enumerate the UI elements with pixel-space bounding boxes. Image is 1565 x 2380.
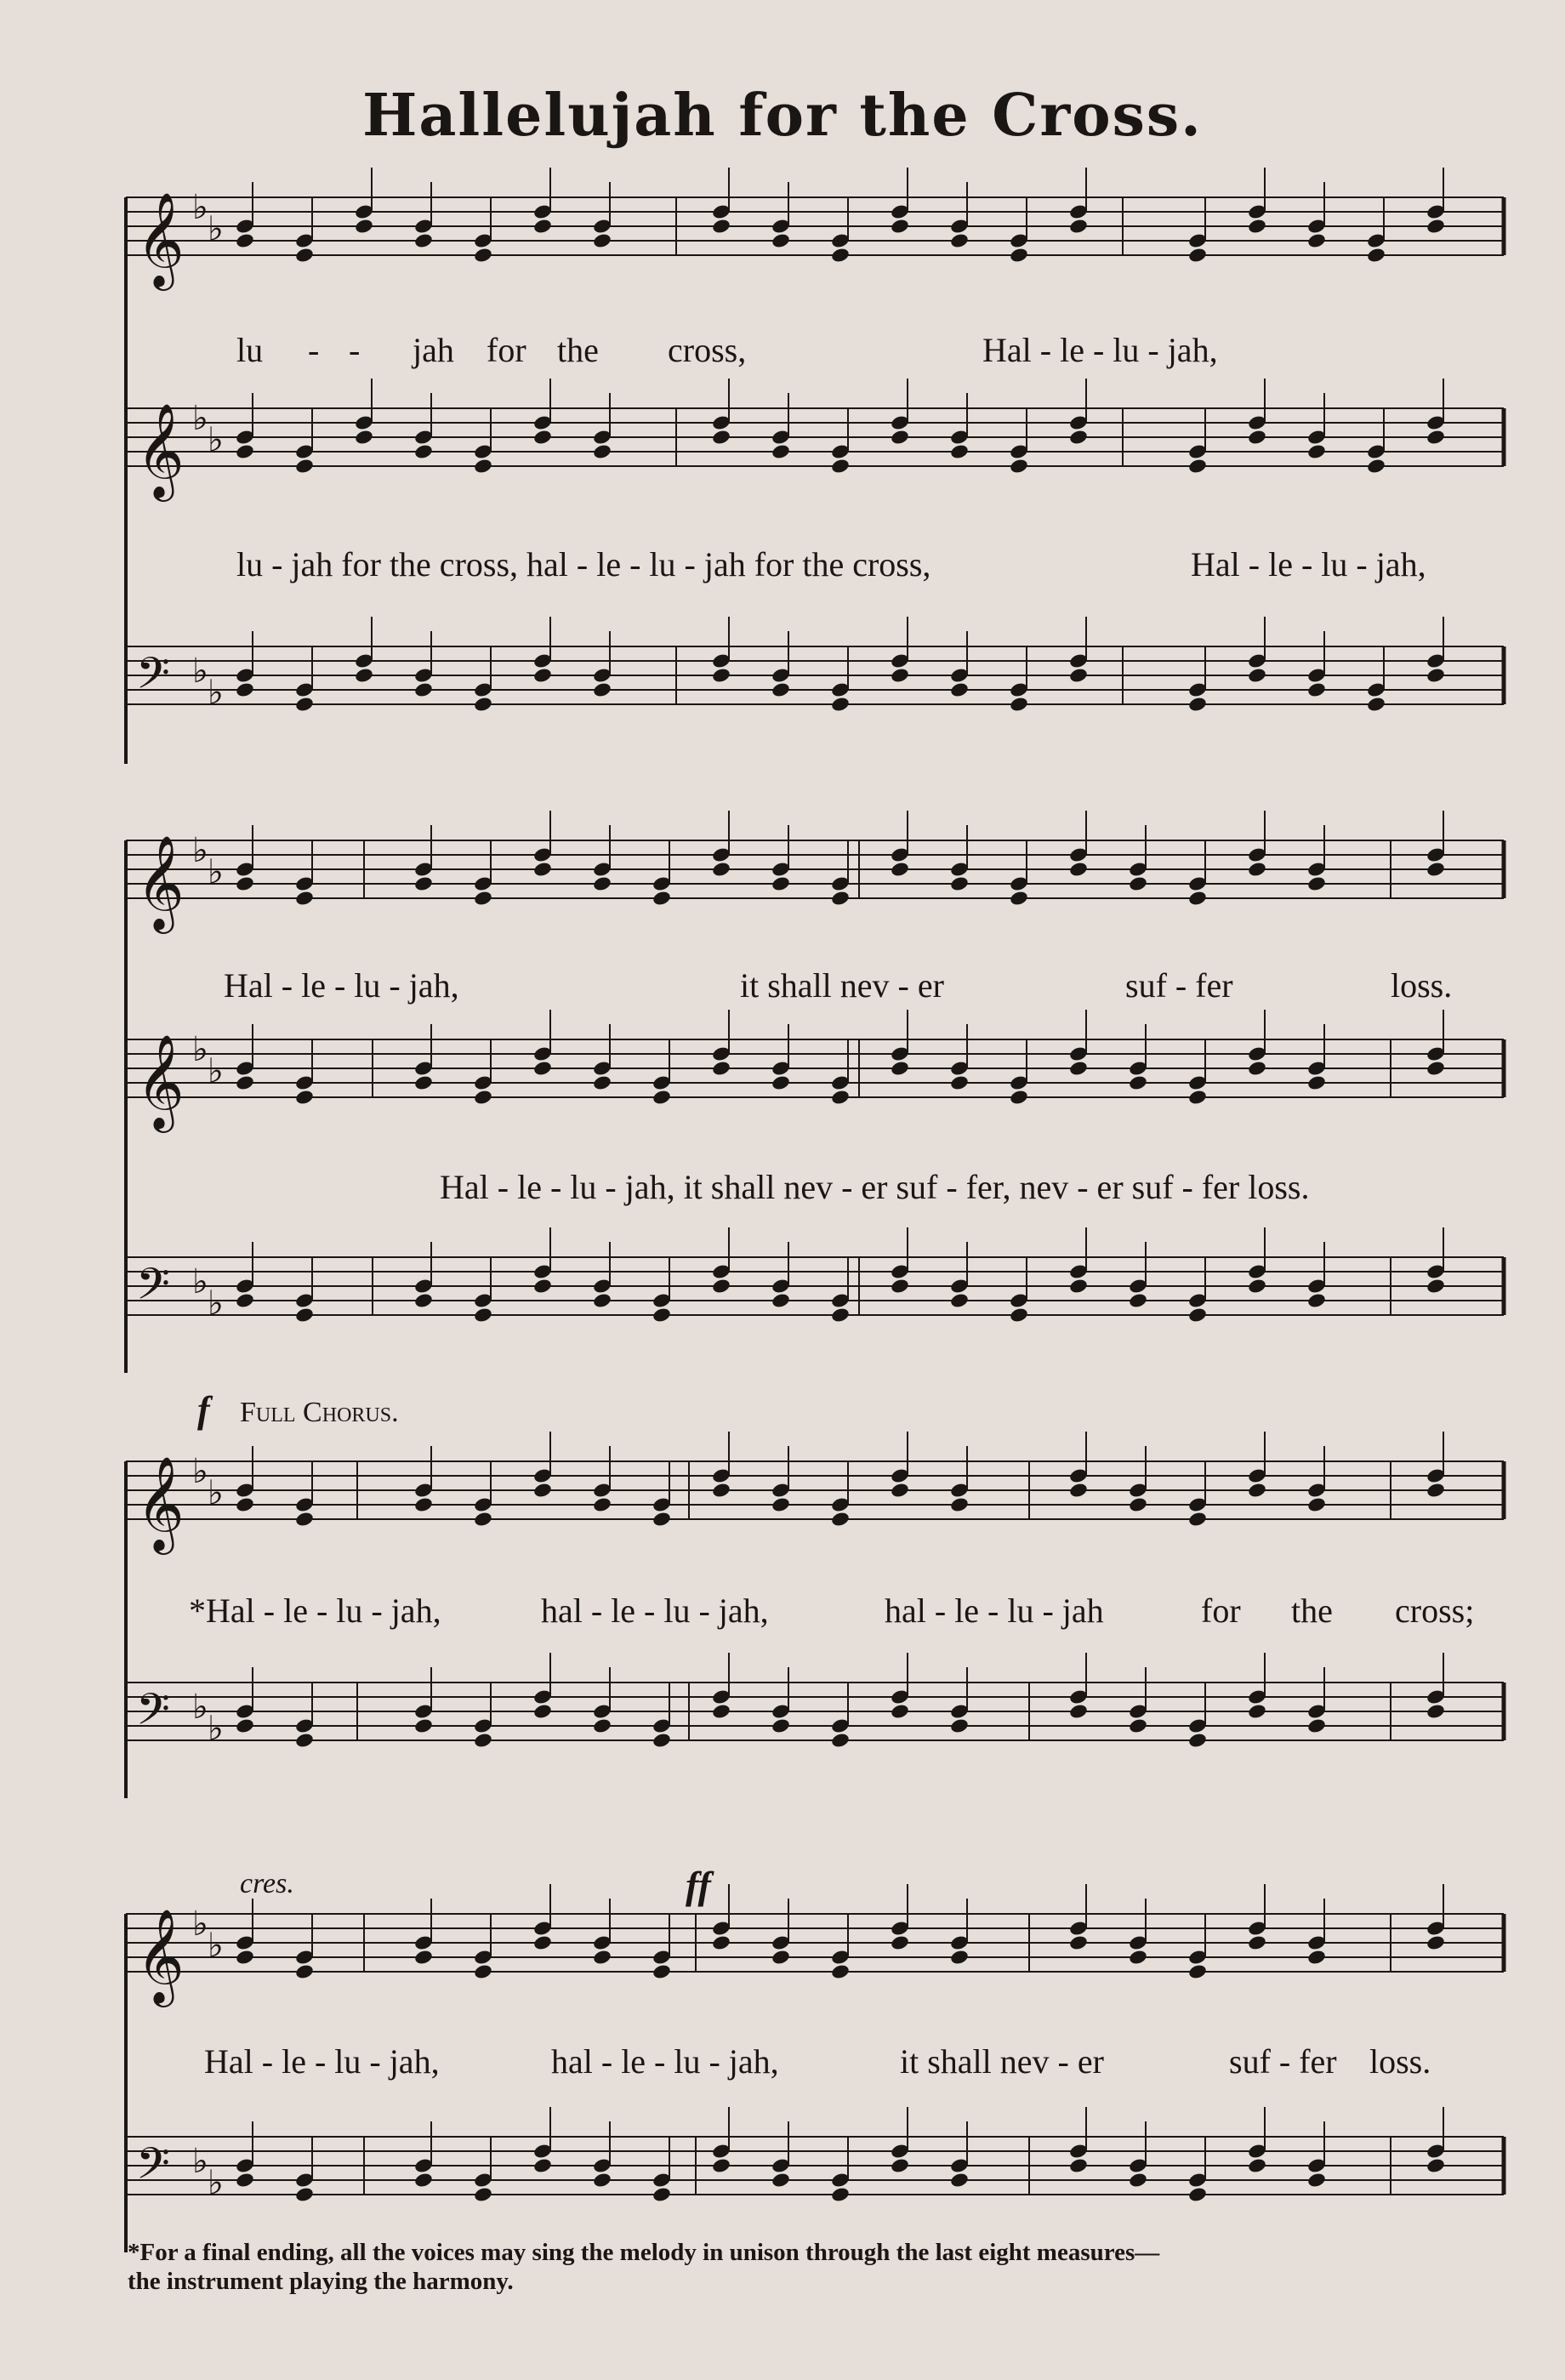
note-head [413, 1949, 434, 1966]
note-head [949, 1949, 970, 1966]
note-head [1187, 1732, 1208, 1749]
note-head [1009, 247, 1029, 264]
note-head [413, 2172, 434, 2189]
note-head [1128, 2172, 1148, 2189]
note-head [235, 1292, 255, 1309]
note-head [1187, 1963, 1208, 1980]
note-head [830, 696, 851, 713]
dynamic-fortissimo: ff [686, 1864, 711, 1907]
note-head [1247, 218, 1267, 235]
lyric-word: suf - fer [1229, 2042, 1337, 2081]
note-head [771, 443, 791, 460]
bass-clef: 𝄢 [136, 2138, 170, 2200]
bass-clef: 𝄢 [136, 647, 170, 709]
note-head [890, 667, 910, 684]
lyric-word: the [557, 331, 599, 369]
note-head [1068, 861, 1089, 878]
note-head [830, 458, 851, 475]
note-head [294, 247, 315, 264]
note-head [592, 1949, 612, 1966]
note-head [235, 443, 255, 460]
note-head [1247, 1482, 1267, 1499]
lyric-word: it shall nev - er [900, 2042, 1104, 2081]
note-head [1068, 1482, 1089, 1499]
note-head [473, 696, 493, 713]
note-head [711, 1703, 731, 1720]
note-head [949, 443, 970, 460]
song-title: Hallelujah for the Cross. [362, 82, 1203, 150]
note-head [711, 1482, 731, 1499]
flat-sign: ♭ [192, 2142, 208, 2181]
note-head [1426, 667, 1446, 684]
note-head [1187, 890, 1208, 907]
note-head [354, 429, 374, 446]
treble-clef: 𝄞 [136, 1908, 185, 2003]
note-head [1187, 696, 1208, 713]
note-head [652, 1511, 672, 1528]
note-head [294, 1511, 315, 1528]
note-head [890, 1060, 910, 1077]
note-head [1426, 861, 1446, 878]
note-head [235, 1074, 255, 1091]
flat-sign: ♭ [192, 1905, 208, 1944]
flat-sign: ♭ [208, 1473, 224, 1513]
footnote-line-2: the instrument playing the harmony. [128, 2268, 514, 2295]
note-head [1128, 1292, 1148, 1309]
section-label: Full Chorus. [240, 1397, 399, 1428]
note-head [890, 1934, 910, 1951]
note-head [890, 2157, 910, 2174]
note-head [1306, 1292, 1327, 1309]
note-head [711, 667, 731, 684]
note-head [413, 443, 434, 460]
note-head [1426, 1482, 1446, 1499]
note-head [592, 1717, 612, 1734]
note-head [532, 2157, 553, 2174]
note-head [949, 1717, 970, 1734]
note-head [473, 247, 493, 264]
note-head [830, 1511, 851, 1528]
note-head [1009, 696, 1029, 713]
note-head [1187, 1307, 1208, 1324]
note-head [771, 1949, 791, 1966]
note-head [830, 1963, 851, 1980]
note-head [294, 1089, 315, 1106]
treble-clef: 𝄞 [136, 191, 185, 287]
note-head [1366, 696, 1386, 713]
note-head [354, 667, 374, 684]
note-head [1306, 1949, 1327, 1966]
note-head [473, 1089, 493, 1106]
note-head [1426, 1060, 1446, 1077]
note-head [1187, 247, 1208, 264]
lyric-word: Hal - le - lu - jah, [204, 2042, 440, 2081]
lyric-line: Hal - le - lu - jah, it shall nev - er suf - fer, nev - er suf - fer loss. [440, 1168, 1310, 1206]
note-head [532, 1060, 553, 1077]
note-head [949, 1074, 970, 1091]
note-head [1009, 890, 1029, 907]
note-head [771, 1496, 791, 1513]
note-head [771, 2172, 791, 2189]
flat-sign: ♭ [208, 673, 224, 713]
note-head [1306, 2172, 1327, 2189]
dynamic-forte: f [197, 1389, 210, 1431]
flat-sign: ♭ [192, 1030, 208, 1069]
note-head [235, 875, 255, 892]
note-head [235, 232, 255, 249]
note-head [1247, 2157, 1267, 2174]
note-head [890, 1703, 910, 1720]
note-head [711, 1060, 731, 1077]
flat-sign: ♭ [192, 1262, 208, 1301]
note-head [1247, 1060, 1267, 1077]
note-head [771, 681, 791, 698]
note-head [1009, 458, 1029, 475]
note-head [1426, 1703, 1446, 1720]
note-head [294, 458, 315, 475]
note-head [1306, 681, 1327, 698]
note-head [592, 1292, 612, 1309]
note-head [890, 1278, 910, 1295]
lyric-word: the [1291, 1591, 1333, 1630]
lyric-word: - [349, 331, 361, 369]
note-head [592, 232, 612, 249]
treble-clef: 𝄞 [136, 1033, 185, 1129]
lyric-word: jah [413, 331, 454, 369]
note-head [652, 1732, 672, 1749]
lyric-word: hal - le - lu - jah, [541, 1591, 769, 1630]
note-head [711, 861, 731, 878]
note-head [652, 1963, 672, 1980]
note-head [294, 2186, 315, 2203]
note-head [473, 458, 493, 475]
note-head [652, 890, 672, 907]
note-head [1128, 1074, 1148, 1091]
note-head [949, 875, 970, 892]
note-head [949, 1496, 970, 1513]
note-head [413, 232, 434, 249]
note-head [652, 1307, 672, 1324]
note-head [592, 1496, 612, 1513]
note-head [592, 2172, 612, 2189]
note-head [949, 2172, 970, 2189]
note-head [830, 1307, 851, 1324]
note-head [1426, 1934, 1446, 1951]
note-head [711, 1934, 731, 1951]
note-head [1128, 1496, 1148, 1513]
note-head [1187, 1089, 1208, 1106]
note-head [1306, 1496, 1327, 1513]
flat-sign: ♭ [208, 1051, 224, 1091]
note-head [711, 218, 731, 235]
note-head [1068, 218, 1089, 235]
note-head [413, 875, 434, 892]
note-head [830, 247, 851, 264]
flat-sign: ♭ [192, 188, 208, 227]
note-head [771, 232, 791, 249]
note-head [890, 218, 910, 235]
note-head [711, 429, 731, 446]
note-head [413, 681, 434, 698]
lyric-word: for [1201, 1591, 1241, 1630]
note-head [1426, 2157, 1446, 2174]
note-head [473, 1963, 493, 1980]
note-head [1306, 232, 1327, 249]
flat-sign: ♭ [192, 1452, 208, 1491]
note-head [235, 2172, 255, 2189]
note-head [890, 1482, 910, 1499]
note-head [532, 429, 553, 446]
note-head [949, 681, 970, 698]
note-head [294, 890, 315, 907]
lyric-word: it shall nev - er [740, 966, 944, 1005]
note-head [592, 443, 612, 460]
flat-sign: ♭ [192, 1688, 208, 1727]
lyric-word: Hal - le - lu - jah, [224, 966, 459, 1005]
note-head [592, 681, 612, 698]
note-head [1187, 2186, 1208, 2203]
lyric-word: for [487, 331, 526, 369]
note-head [1306, 1074, 1327, 1091]
note-head [294, 1963, 315, 1980]
note-head [1187, 1511, 1208, 1528]
flat-sign: ♭ [192, 831, 208, 870]
lyric-word: loss. [1391, 966, 1453, 1005]
note-head [652, 2186, 672, 2203]
note-head [1068, 429, 1089, 446]
lyric-word: loss. [1369, 2042, 1431, 2081]
flat-sign: ♭ [208, 420, 224, 460]
note-head [413, 1496, 434, 1513]
note-head [1247, 1278, 1267, 1295]
note-head [1426, 218, 1446, 235]
note-head [235, 681, 255, 698]
flat-sign: ♭ [208, 1926, 224, 1966]
note-head [473, 2186, 493, 2203]
note-head [413, 1074, 434, 1091]
note-head [830, 890, 851, 907]
note-head [1247, 1703, 1267, 1720]
lyric-word: suf - fer [1125, 966, 1233, 1005]
lyric-word: cross, [668, 331, 747, 369]
note-head [1426, 429, 1446, 446]
bass-clef: 𝄢 [136, 1258, 170, 1320]
lyric-word: hal - le - lu - jah, [551, 2042, 779, 2081]
note-head [413, 1292, 434, 1309]
note-head [1068, 1278, 1089, 1295]
note-head [1306, 443, 1327, 460]
note-head [413, 1717, 434, 1734]
note-head [532, 667, 553, 684]
note-head [473, 1307, 493, 1324]
note-head [294, 1307, 315, 1324]
note-head [1068, 1703, 1089, 1720]
note-head [1426, 1278, 1446, 1295]
lyric-line: lu - jah for the cross, hal - le - lu - jah for the cross, [236, 545, 931, 584]
note-head [354, 218, 374, 235]
note-head [1128, 1949, 1148, 1966]
note-head [473, 1511, 493, 1528]
note-head [1128, 1717, 1148, 1734]
note-head [532, 861, 553, 878]
note-head [830, 1089, 851, 1106]
note-head [771, 1292, 791, 1309]
note-head [592, 875, 612, 892]
note-head [949, 232, 970, 249]
note-head [592, 1074, 612, 1091]
note-head [532, 1482, 553, 1499]
note-head [1247, 667, 1267, 684]
note-head [711, 2157, 731, 2174]
note-head [1068, 1934, 1089, 1951]
note-head [1068, 2157, 1089, 2174]
bass-clef: 𝄢 [136, 1683, 170, 1745]
note-head [711, 1278, 731, 1295]
flat-sign: ♭ [192, 652, 208, 691]
note-head [652, 1089, 672, 1106]
note-head [1306, 1717, 1327, 1734]
lyric-line: Hal - le - lu - jah, [1191, 545, 1426, 584]
note-head [1187, 458, 1208, 475]
note-head [1128, 875, 1148, 892]
note-head [830, 1732, 851, 1749]
note-head [1068, 667, 1089, 684]
note-head [532, 1703, 553, 1720]
lyric-word: *Hal - le - lu - jah, [189, 1591, 441, 1630]
note-head [1009, 1089, 1029, 1106]
note-head [1247, 1934, 1267, 1951]
flat-sign: ♭ [208, 1284, 224, 1324]
treble-clef: 𝄞 [136, 834, 185, 930]
note-head [890, 429, 910, 446]
note-head [294, 1732, 315, 1749]
note-head [473, 890, 493, 907]
note-head [830, 2186, 851, 2203]
note-head [294, 696, 315, 713]
note-head [1366, 247, 1386, 264]
note-head [235, 1496, 255, 1513]
lyric-word: Hal - le - lu - jah, [982, 331, 1218, 369]
note-head [473, 1732, 493, 1749]
treble-clef: 𝄞 [136, 402, 185, 498]
note-head [1009, 1307, 1029, 1324]
lyric-word: cross; [1395, 1591, 1475, 1630]
flat-sign: ♭ [208, 209, 224, 249]
note-head [771, 875, 791, 892]
note-head [1306, 875, 1327, 892]
flat-sign: ♭ [208, 2163, 224, 2203]
lyric-word: lu [236, 331, 264, 369]
lyric-word: - [308, 331, 320, 369]
note-head [235, 1949, 255, 1966]
note-head [771, 1074, 791, 1091]
note-head [235, 1717, 255, 1734]
flat-sign: ♭ [192, 399, 208, 438]
note-head [1247, 861, 1267, 878]
note-head [890, 861, 910, 878]
note-head [949, 1292, 970, 1309]
note-head [532, 218, 553, 235]
note-head [532, 1278, 553, 1295]
treble-clef: 𝄞 [136, 1455, 185, 1551]
note-head [1068, 1060, 1089, 1077]
note-head [1247, 429, 1267, 446]
footnote-line-1: *For a final ending, all the voices may sing the melody in unison through the last eight measures— [128, 2239, 1160, 2266]
lyric-word: hal - le - lu - jah [885, 1591, 1104, 1630]
flat-sign: ♭ [208, 1709, 224, 1749]
note-head [771, 1717, 791, 1734]
crescendo-mark: cres. [240, 1868, 294, 1899]
flat-sign: ♭ [208, 852, 224, 892]
note-head [532, 1934, 553, 1951]
note-head [1366, 458, 1386, 475]
